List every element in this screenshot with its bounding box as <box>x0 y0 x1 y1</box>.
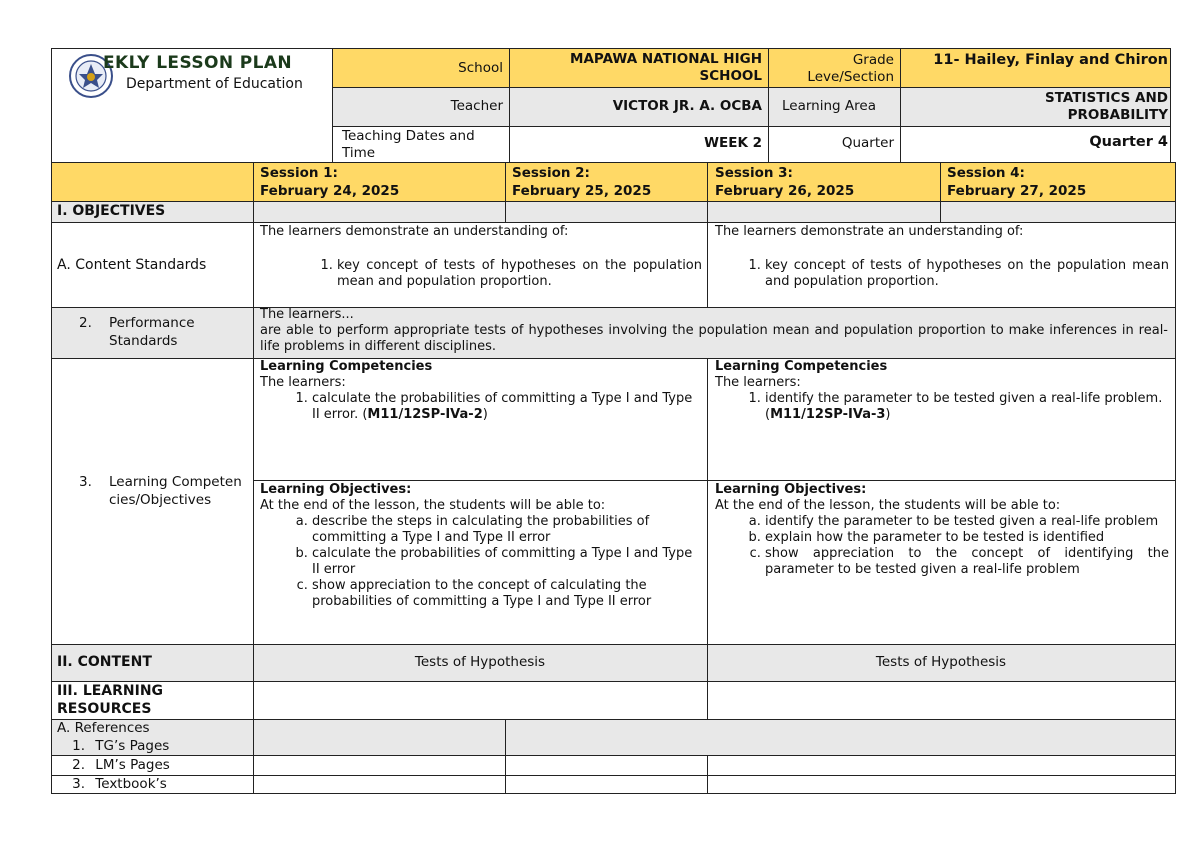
textbook-number: 3. <box>72 776 85 792</box>
session-1-header <box>260 164 500 200</box>
references-label: A. References <box>57 720 150 736</box>
lesson-plan-table <box>51 48 1176 794</box>
lc-heading-right: Learning Competencies <box>715 359 888 374</box>
session-1-date: February 24, 2025 <box>260 183 400 199</box>
school-value: MAPAWA NATIONAL HIGH SCHOOL <box>570 51 762 84</box>
lc-close-left: ) <box>482 407 488 422</box>
content-intro-right: The learners demonstrate an understanding of: <box>715 224 1024 239</box>
content-item-left: 1. key concept of tests of hypotheses on the population mean and population proportion. <box>337 258 702 290</box>
session-2-header <box>512 164 702 200</box>
lo-heading-right: Learning Objectives: <box>715 482 867 497</box>
session-3-date: February 26, 2025 <box>715 183 855 199</box>
plan-title: EKLY LESSON PLAN <box>103 53 293 73</box>
teaching-dates-value: WEEK 2 <box>704 135 762 151</box>
lc-intro-left: The learners: <box>260 375 346 390</box>
competencies-right <box>715 359 1169 423</box>
content-standards-left <box>260 224 702 290</box>
objectives-heading: I. OBJECTIVES <box>57 203 166 219</box>
competencies-label <box>79 473 249 509</box>
content-heading: II. CONTENT <box>57 654 152 670</box>
resources-heading: III. LEARNING RESOURCES <box>57 683 164 717</box>
session-4-date: February 27, 2025 <box>947 183 1087 199</box>
lc-code-left: M11/12SP-IVa-2 <box>367 407 483 422</box>
lc-text-right: identify the parameter to be tested given a real-life problem.( <box>765 391 1163 422</box>
performance-intro: The learners... <box>260 307 354 322</box>
lc-code-right: M11/12SP-IVa-3 <box>770 407 886 422</box>
performance-standards-label <box>79 314 249 350</box>
content-standards-label: A. Content Standards <box>57 257 207 273</box>
session-3-name: Session 3: <box>715 165 793 181</box>
tg-pages-label <box>57 738 169 755</box>
session-1-name: Session 1: <box>260 165 338 181</box>
lo-intro-right: At the end of the lesson, the students will be able to: <box>715 498 1061 513</box>
tg-text: TG’s Pages <box>95 738 170 754</box>
objectives-right <box>715 482 1169 578</box>
lc-text-left: calculate the probabilities of committing a Type I and Type II error. ( <box>312 391 693 422</box>
lo-intro-left: At the end of the lesson, the students will be able to: <box>260 498 606 513</box>
lm-text: LM’s Pages <box>95 757 170 773</box>
textbook-label <box>57 776 167 793</box>
content-item-right: 1. key concept of tests of hypotheses on the population mean and population proportion. <box>765 258 1169 290</box>
tg-number: 1. <box>72 738 85 754</box>
textbook-text: Textbook’s <box>95 776 167 792</box>
lo-right-item-b: b. explain how the parameter to be tested is identified <box>765 530 1169 546</box>
quarter-label: Quarter <box>841 135 894 151</box>
grade-label: Grade Leve/Section <box>807 52 894 85</box>
quarter-value: Quarter 4 <box>1089 134 1168 150</box>
teacher-label: Teacher <box>450 98 503 114</box>
performance-label-text: Performance Standards <box>109 315 195 349</box>
content-standards-right <box>715 224 1169 290</box>
school-label: School <box>458 60 503 76</box>
lo-left-item-a: a. describe the steps in calculating the probabilities of committing a Type I and Type II error <box>312 514 702 546</box>
lm-number: 2. <box>72 757 85 773</box>
session-4-header <box>947 164 1167 200</box>
lo-right-item-a: a. identify the parameter to be tested given a real-life problem <box>765 514 1169 530</box>
lo-heading-left: Learning Objectives: <box>260 482 412 497</box>
learning-area-label: Learning Area <box>782 98 876 114</box>
lo-left-item-b: b. calculate the probabilities of committing a Type I and Type II error <box>312 546 702 578</box>
session-2-name: Session 2: <box>512 165 590 181</box>
session-3-header <box>715 164 935 200</box>
competencies-left <box>260 359 702 423</box>
lc-close-right: ) <box>885 407 891 422</box>
competencies-number: 3. <box>79 474 92 490</box>
competencies-label-text: Learning Competencies/Objectives <box>109 474 242 508</box>
performance-number: 2. <box>79 315 92 331</box>
teacher-value: VICTOR JR. A. OCBA <box>612 98 762 114</box>
session-2-date: February 25, 2025 <box>512 183 652 199</box>
lo-left-item-c: c. show appreciation to the concept of calculating the probabilities of committing a Type I and Type II error <box>312 578 702 610</box>
content-intro-left: The learners demonstrate an understanding of: <box>260 224 569 239</box>
performance-standards-text <box>260 307 1168 355</box>
lc-item-left <box>312 391 702 423</box>
lc-heading-left: Learning Competencies <box>260 359 433 374</box>
lm-pages-label <box>57 756 170 774</box>
department-label: Department of Education <box>126 76 303 92</box>
content-right: Tests of Hypothesis <box>875 654 1007 670</box>
session-4-name: Session 4: <box>947 165 1025 181</box>
content-left: Tests of Hypothesis <box>414 654 546 670</box>
objectives-left <box>260 482 702 610</box>
lc-item-right <box>765 391 1169 423</box>
learning-area-value: STATISTICS AND PROBABILITY <box>1044 90 1168 123</box>
lc-intro-right: The learners: <box>715 375 801 390</box>
lo-right-item-c: c. show appreciation to the concept of identifying the parameter to be tested given a real-life problem <box>765 546 1169 578</box>
grade-value: 11- Hailey, Finlay and Chiron <box>933 52 1168 68</box>
performance-body: are able to perform appropriate tests of hypotheses involving the population mean and population proportion to make inferences in real-life problems in different disciplines. <box>260 323 1168 354</box>
teaching-dates-label: Teaching Dates and Time <box>342 128 475 161</box>
